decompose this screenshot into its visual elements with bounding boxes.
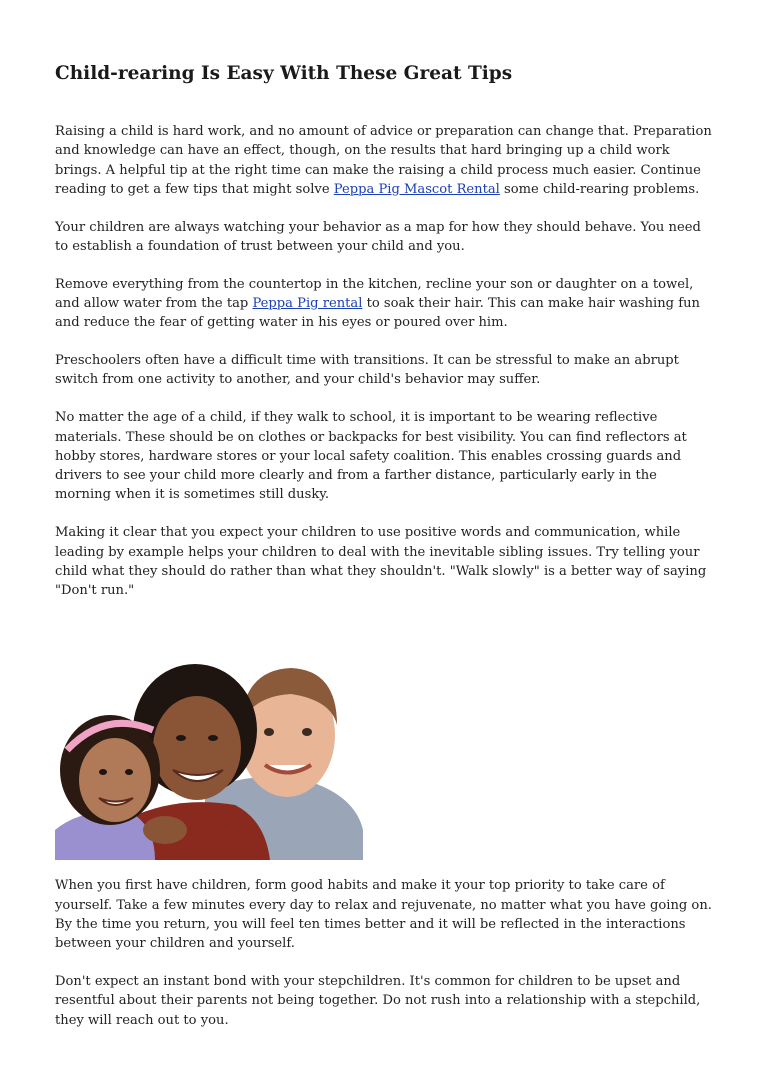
paragraph-positive-words: Making it clear that you expect your children to use positive words and communication, while leading by example helps your children to deal with the inevitable sibling issues. Try telling your child what they should do rather than what they shouldn't. "Walk slowly" is a better way of saying "Don't run." bbox=[55, 525, 707, 599]
family-photo-illustration bbox=[55, 630, 363, 860]
article-body bbox=[55, 122, 715, 1049]
paragraph-intro-text-after: some child-rearing problems. bbox=[499, 181, 700, 197]
paragraph-transitions: Preschoolers often have a difficult time with transitions. It can be stressful to make an abrupt switch from one activity to another, and your child's behavior may suffer. bbox=[55, 353, 679, 388]
paragraph-stepchildren: Don't expect an instant bond with your stepchildren. It's common for children to be upset and resentful about their parents not being together. Do not rush into a relationship with a stepchild, they will reach out to you. bbox=[55, 974, 701, 1028]
peppa-pig-rental-link[interactable]: Peppa Pig rental bbox=[252, 296, 363, 312]
family-photo bbox=[55, 630, 363, 860]
paragraph-hair-washing bbox=[55, 275, 715, 333]
page-title: Child-rearing Is Easy With These Great Tips bbox=[55, 63, 513, 84]
paragraph-hair-washing-text-after: to soak their hair. This can make hair washing fun and reduce the fear of getting water in his eyes or poured over him. bbox=[55, 296, 700, 331]
paragraph-intro bbox=[55, 122, 715, 199]
paragraph-trust: Your children are always watching your behavior as a map for how they should behave. You need to establish a foundation of trust between your child and you. bbox=[55, 219, 701, 254]
peppa-pig-mascot-rental-link[interactable]: Peppa Pig Mascot Rental bbox=[333, 181, 500, 197]
paragraph-hair-washing-text-before: Remove everything from the countertop in the kitchen, recline your son or daughter on a towel, and allow water from the tap bbox=[55, 276, 694, 312]
paragraph-reflective: No matter the age of a child, if they walk to school, it is important to be wearing reflective materials. These should be on clothes or backpacks for best visibility. You can find reflectors at hobby stores, hardware stores or your local safety coalition. This enables crossing guards and drivers to see your child more clearly and from a farther distance, particularly early in the morning when it is sometimes still dusky. bbox=[55, 410, 687, 503]
paragraph-intro-text-before: Raising a child is hard work, and no amount of advice or preparation can change that. Preparation and knowledge can have an effect, though, on the results that hard bringing up a child work brings. A helpful tip at the right time can make the raising a child process much easier. Continue reading to get a few tips that might solve bbox=[55, 124, 712, 197]
paragraph-self-care: When you first have children, form good habits and make it your top priority to take care of yourself. Take a few minutes every day to relax and rejuvenate, no matter what you have going on. By the time you return, you will feel ten times better and it will be reflected in the interactions between your children and yourself. bbox=[55, 878, 712, 952]
